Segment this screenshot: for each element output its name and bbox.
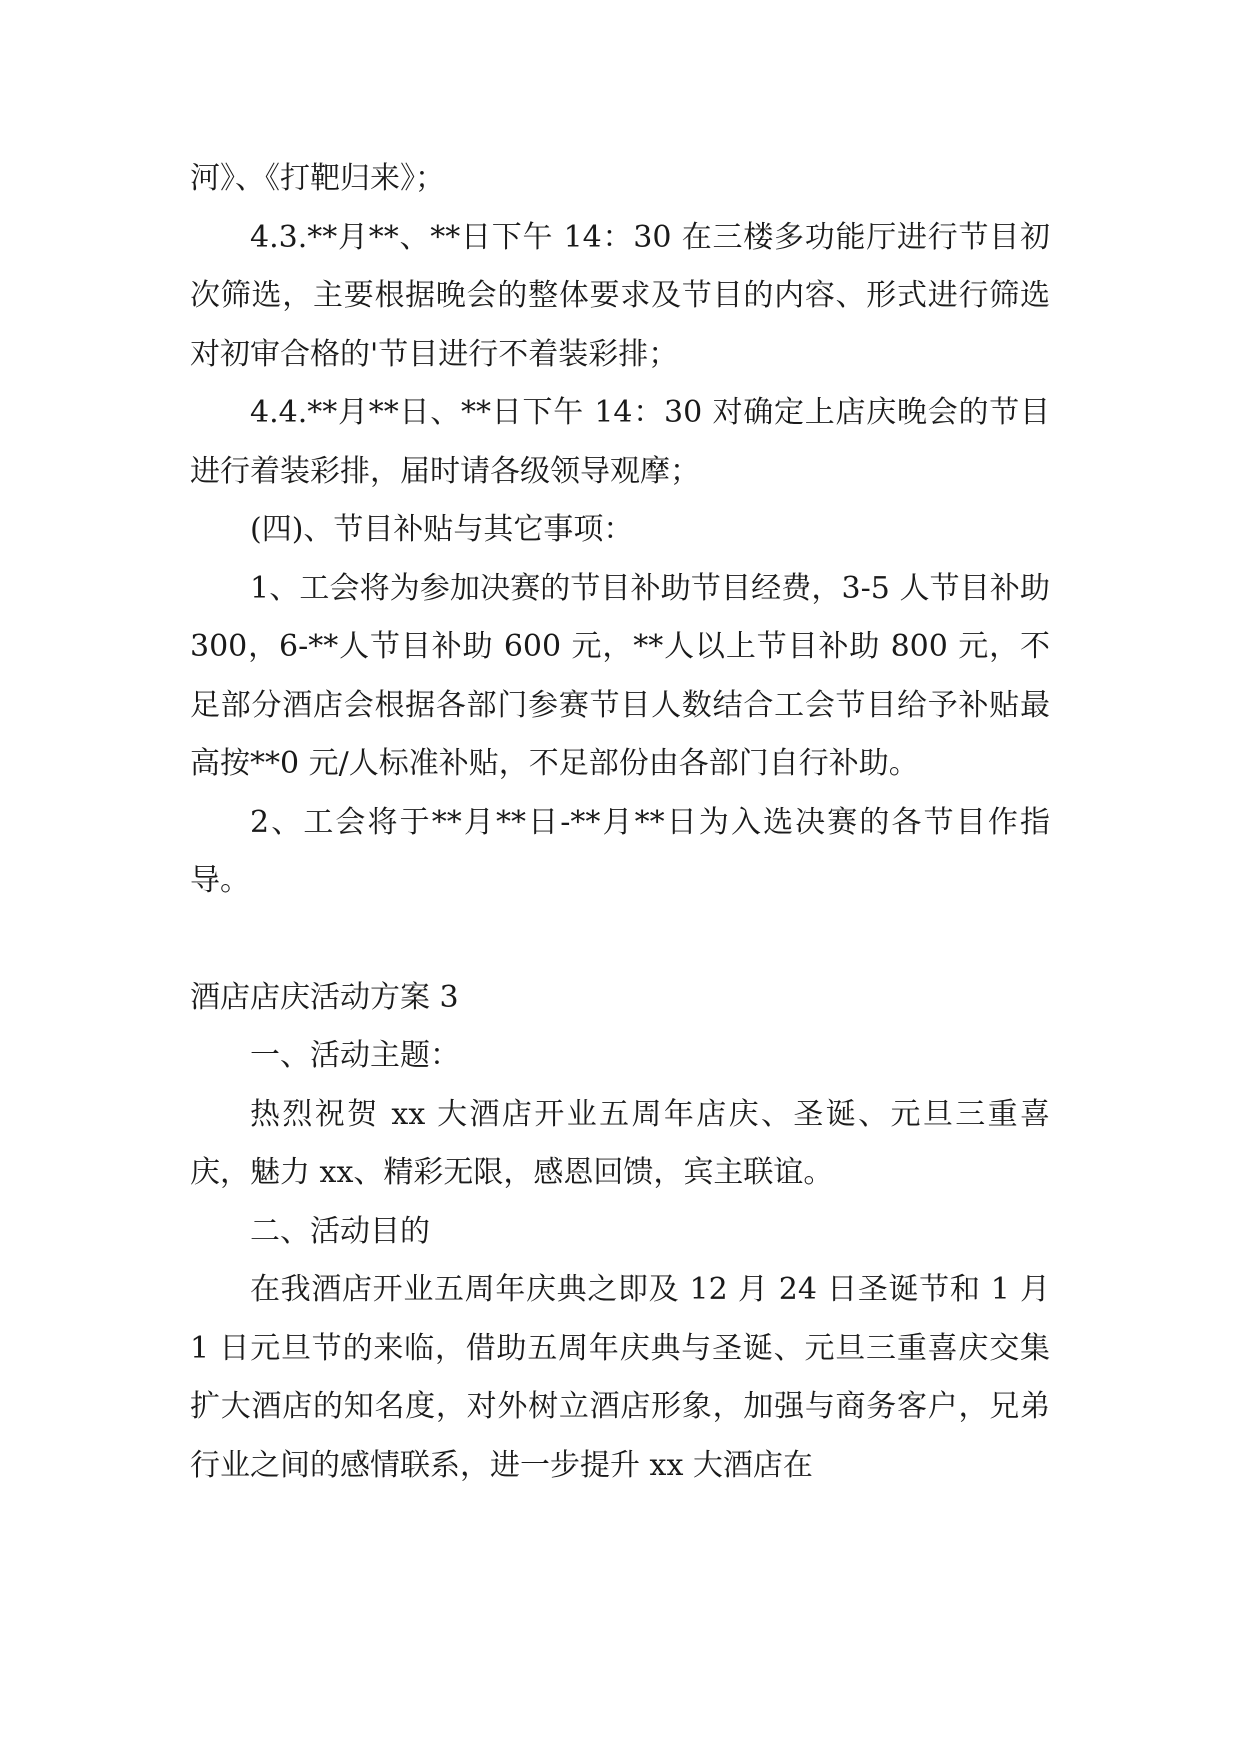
paragraph-heading: 一、活动主题： (250, 1038, 460, 1073)
paragraph: 在我酒店开业五周年庆典之即及 12 月 24 日圣诞节和 1 月 1 日元旦节的来临，借助五周年庆典与圣诞、元旦三重喜庆交集扩大酒店的知名度，对外树立酒店形象，加强与商务客户，兄弟行业之间的感情联系，进一步提升 xx 大酒店在 (190, 1272, 1050, 1483)
paragraph: 4.4.**月**日、**日下午 14：30 对确定上店庆晚会的节目进行着装彩排，届时请各级领导观摩； (190, 395, 1050, 489)
paragraph: 热烈祝贺 xx 大酒店开业五周年店庆、圣诞、元旦三重喜庆，魅力 xx、精彩无限，感恩回馈，宾主联谊。 (190, 1096, 1050, 1190)
section-title: 酒店店庆活动方案 3 (190, 979, 459, 1015)
paragraph: 1、工会将为参加决赛的节目补助节目经费，3-5 人节目补助 300，6-**人节目补助 600 元，**人以上节目补助 800 元，不足部分酒店会根据各部门参赛节目人数结合工会节目给予补贴最高按**0 元/人标准补贴，不足部份由各部门自行补助。 (190, 570, 1050, 781)
paragraph-heading: (四)、节目补贴与其它事项： (250, 512, 634, 547)
section-gap (190, 911, 1050, 969)
document-page (190, 150, 1050, 1495)
paragraph: 河》、《打靶归来》； (190, 161, 445, 196)
paragraph: 2、工会将于**月**日-**月**日为入选决赛的各节目作指导。 (190, 804, 1050, 898)
paragraph: 4.3.**月**、**日下午 14：30 在三楼多功能厅进行节目初次筛选，主要根据晚会的整体要求及节目的内容、形式进行筛选对初审合格的'节目进行不着装彩排； (190, 219, 1050, 372)
paragraph-heading: 二、活动目的 (250, 1213, 430, 1249)
